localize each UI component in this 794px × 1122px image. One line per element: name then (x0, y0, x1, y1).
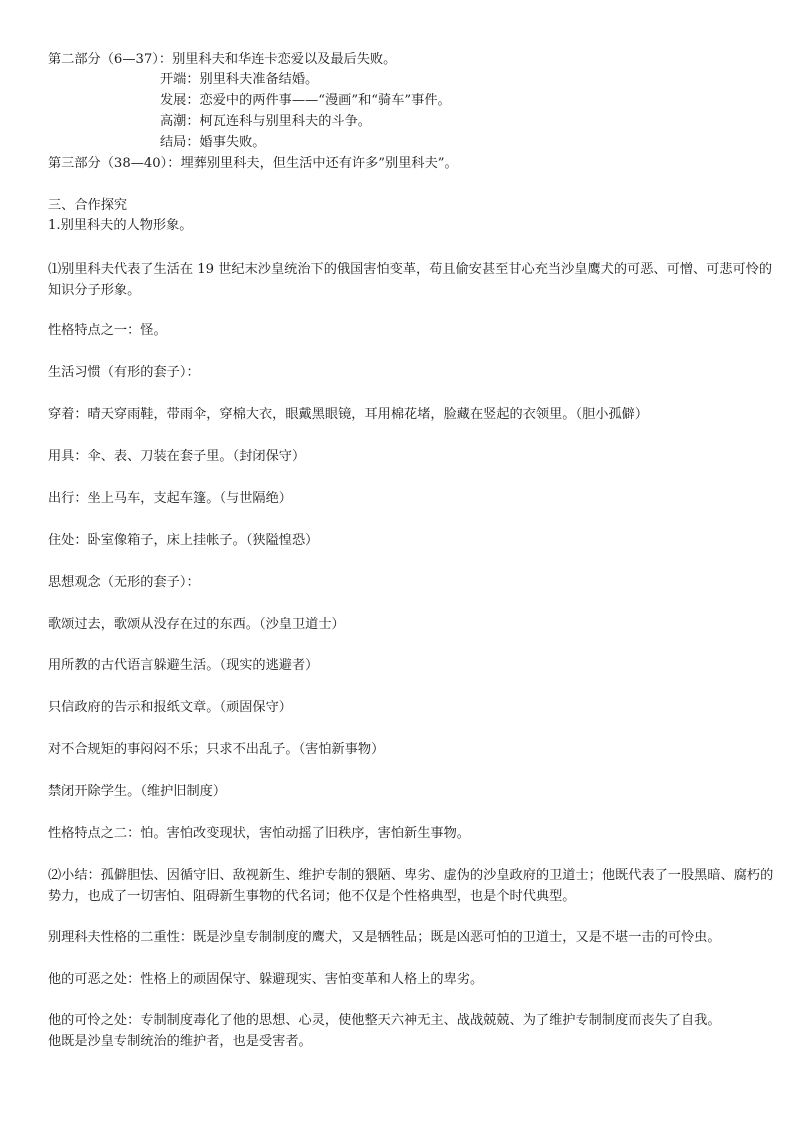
summary-paragraph: ⑵小结：孤僻胆怯、因循守旧、敌视新生、维护专制的猥陋、卑劣、虚伪的沙皇政府的卫道士；他既代表了一股黑暗、腐朽的势力，也成了一切害怕、阻碍新生事物的代名词；他不仅是个性格典型，也是个时代典型。 (48, 868, 774, 904)
thought-item-1: 歌颂过去，歌颂从没存在过的东西。（沙皇卫道士） (48, 617, 345, 632)
pitiful-paragraph-line2: 他既是沙皇专制统治的维护者，也是受害者。 (48, 1034, 312, 1049)
section3-heading: 三、合作探究 (48, 198, 128, 213)
duality-paragraph: 别理科夫性格的二重性：既是沙皇专制制度的鹰犬，又是牺牲品；既是凶恶可怕的卫道士，又是不堪一击的可怜虫。 (48, 930, 721, 945)
habit-wear: 穿着：晴天穿雨鞋，带雨伞，穿棉大衣，眼戴黑眼镜，耳用棉花堵，脸藏在竖起的衣领里。（胆小孤僻） (48, 407, 649, 422)
habits-heading: 生活习惯（有形的套子）： (48, 365, 200, 380)
thought-item-3: 只信政府的告示和报纸文章。（顽固保守） (48, 700, 292, 715)
thought-heading: 思想观念（无形的套子）： (48, 575, 200, 590)
thought-item-5: 禁闭开除学生。（维护旧制度） (48, 784, 227, 799)
part2-development: 发展：恋爱中的两件事——“漫画”和“骑车”事件。 (160, 93, 451, 108)
character-paragraph: ⑴别里科夫代表了生活在 19 世纪末沙皇统治下的俄国害怕变革，苟且偷安甚至甘心充当沙皇鹰犬的可恶、可憎、可悲可怜的知识分子形象。 (48, 262, 773, 298)
thought-item-2: 用所教的古代语言躲避生活。（现实的逃避者） (48, 658, 319, 673)
part2-title: 第二部分（6—37）：别里科夫和华连卡恋爱以及最后失败。 (48, 52, 397, 67)
trait-one: 性格特点之一：怪。 (48, 323, 167, 338)
trait-two: 性格特点之二：怕。害怕改变现状，害怕动摇了旧秩序，害怕新生事物。 (48, 826, 470, 841)
thought-item-4: 对不合规矩的事闷闷不乐；只求不出乱子。（害怕新事物） (48, 742, 385, 757)
section3-sub1: 1.别里科夫的人物形象。 (48, 218, 193, 233)
hateful-paragraph: 他的可恶之处：性格上的顽固保守、躲避现实、害怕变革和人格上的卑劣。 (48, 972, 484, 987)
part3-title: 第三部分（38—40）：埋葬别里科夫，但生活中还有许多”别里科夫”。 (48, 156, 458, 171)
pitiful-paragraph-line1: 他的可怜之处：专制制度毒化了他的思想、心灵，使他整天六神无主、战战兢兢、为了维护专制制度而丧失了自我。 (48, 1013, 721, 1028)
habit-travel: 出行：坐上马车，支起车篷。（与世隔绝） (48, 491, 292, 506)
part2-climax: 高潮：柯瓦连科与别里科夫的斗争。 (160, 114, 371, 129)
habit-tools: 用具：伞、表、刀装在套子里。（封闭保守） (48, 449, 306, 464)
part2-ending: 结局：婚事失败。 (160, 135, 266, 150)
habit-home: 住处：卧室像箱子，床上挂帐子。（狭隘惶恐） (48, 533, 319, 548)
part2-beginning: 开端：别里科夫准备结婚。 (160, 72, 319, 87)
